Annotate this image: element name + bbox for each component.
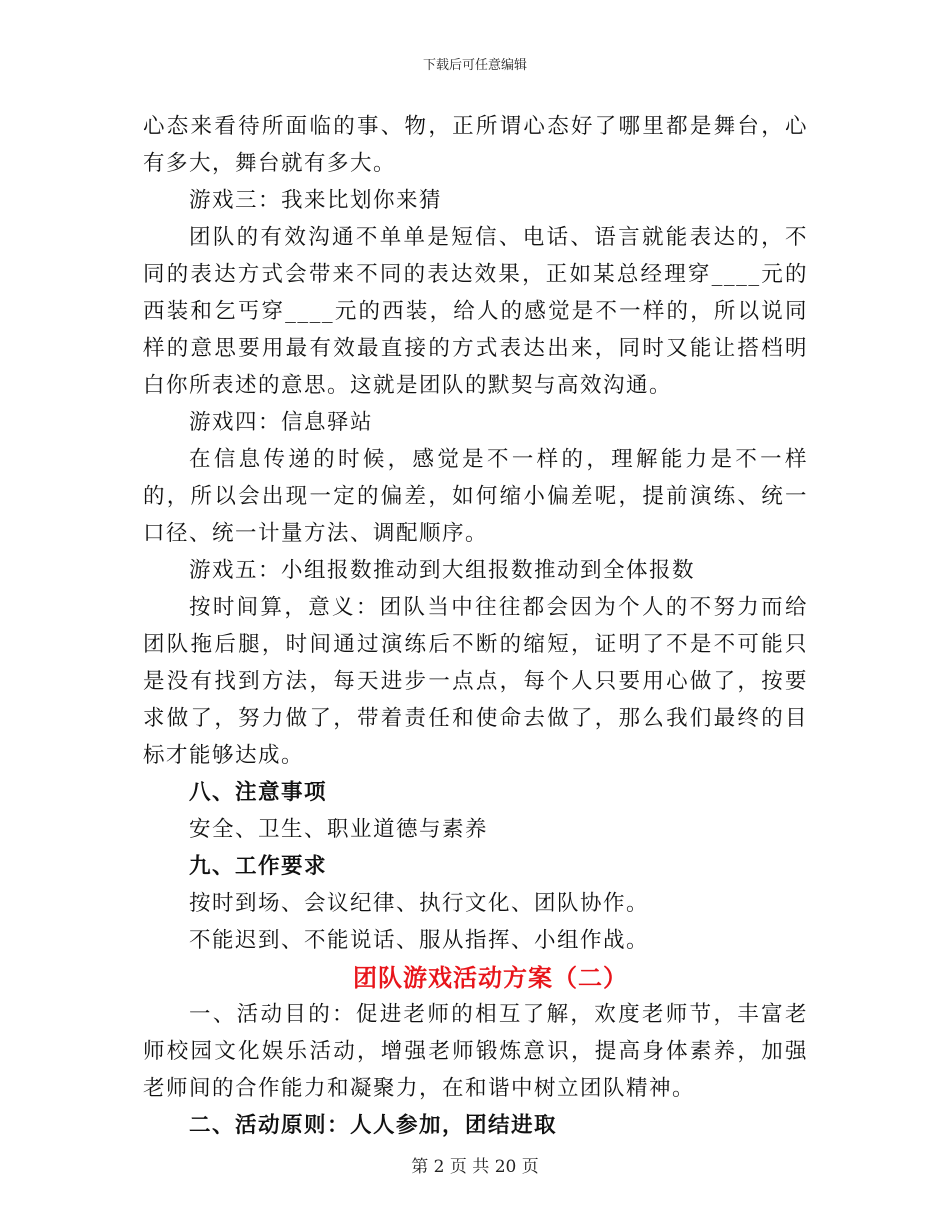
page-header: 下载后可任意编辑 xyxy=(422,58,527,73)
game5-body: 按时间算，意义：团队当中往往都会因为个人的不努力而给团队拖后腿，时间通过演练后不断的缩短，证明了不是不可能只是没有找到方法，每天进步一点点，每个人只要用心做了，按要求做了，努力做了，带着责任和使命去做了，那么我们最终的目标才能够达成。 xyxy=(143,595,808,768)
game4-body: 在信息传递的时候，感觉是不一样的，理解能力是不一样的，所以会出现一定的偏差，如何缩小偏差呢，提前演练、统一口径、统一计量方法、调配顺序。 xyxy=(143,447,808,546)
paragraph-continuation: 心态来看待所面临的事、物，正所谓心态好了哪里都是舞台，心有多大，舞台就有多大。 xyxy=(143,114,808,176)
section9-line2: 不能迟到、不能说话、服从指挥、小组作战。 xyxy=(189,928,650,953)
plan2-section2: 二、活动原则：人人参加，团结进取 xyxy=(189,1113,558,1138)
game4-title: 游戏四：信息驿站 xyxy=(189,410,374,435)
game3-title: 游戏三：我来比划你来猜 xyxy=(189,188,443,213)
section8-title: 八、注意事项 xyxy=(189,780,328,805)
section8-body: 安全、卫生、职业道德与素养 xyxy=(189,817,489,842)
game5-title: 游戏五：小组报数推动到大组报数推动到全体报数 xyxy=(189,558,696,583)
plan2-section1: 一、活动目的：促进老师的相互了解，欢度老师节，丰富老师校园文化娱乐活动，增强老师锻炼意识，提高身体素养，加强老师间的合作能力和凝聚力，在和谐中树立团队精神。 xyxy=(143,1002,808,1101)
section9-title: 九、工作要求 xyxy=(189,854,328,879)
section9-line1: 按时到场、会议纪律、执行文化、团队协作。 xyxy=(189,891,650,916)
document-body xyxy=(143,108,808,1144)
page-footer: 第 2 页 共 20 页 xyxy=(411,1157,539,1177)
plan2-title: 团队游戏活动方案（二） xyxy=(353,963,628,992)
game3-body: 团队的有效沟通不单单是短信、电话、语言就能表达的，不同的表达方式会带来不同的表达效果，正如某总经理穿____元的西装和乞丐穿____元的西装，给人的感觉是不一样的，所以说同样的意思要用最有效最直接的方式表达出来，同时又能让搭档明白你所表述的意思。这就是团队的默契与高效沟通。 xyxy=(143,225,808,398)
